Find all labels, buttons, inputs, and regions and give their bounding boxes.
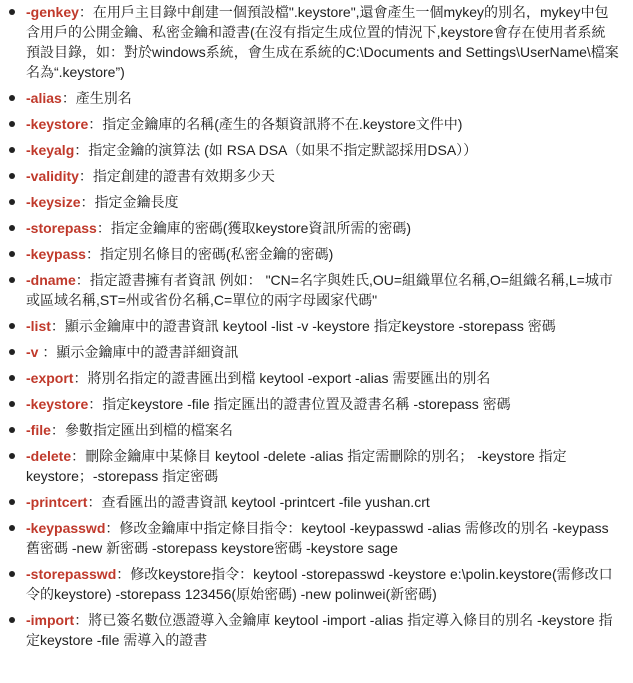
bullet-icon: [9, 199, 15, 205]
bullet-icon: [9, 499, 15, 505]
option-name: -alias: [26, 90, 62, 106]
bullet-icon: [9, 9, 15, 15]
option-description: ：顯示金鑰庫中的證書詳細資訊: [38, 344, 239, 360]
option-name: -keysize: [26, 194, 81, 210]
bullet-icon: [9, 571, 15, 577]
bullet-icon: [9, 375, 15, 381]
option-name: -dname: [26, 272, 76, 288]
bullet-icon: [9, 401, 15, 407]
option-name: -storepasswd: [26, 566, 117, 582]
option-name: -import: [26, 612, 75, 628]
list-item: [0, 270, 619, 310]
list-item: [0, 492, 619, 512]
bullet-icon: [9, 525, 15, 531]
option-description: ：指定別名條目的密碼(私密金鑰的密碼): [85, 246, 334, 262]
option-name: -delete: [26, 448, 72, 464]
list-item: [0, 218, 619, 238]
option-description: ：查看匯出的證書資訊 keytool -printcert -file yushan.crt: [87, 494, 430, 510]
option-description: ：顯示金鑰庫中的證書資訊 keytool -list -v -keystore 指定keystore -storepass 密碼: [50, 318, 556, 334]
option-name: -v: [26, 344, 39, 360]
option-name: -file: [26, 422, 51, 438]
option-name: -keypasswd: [26, 520, 106, 536]
option-description: ：指定keystore -file 指定匯出的證書位置及證書名稱 -storepass 密碼: [88, 396, 511, 412]
option-description: ：在用戶主目錄中創建一個預設檔".keystore",還會產生一個mykey的別名，mykey中包含用戶的公開金鑰、私密金鑰和證書(在沒有指定生成位置的情況下,keystore會存在使用者系統預設目錄，如：對於windows系統，會生成在系統的C:\Documents and Settings\UserName\檔案名為“.keystore”): [26, 4, 619, 80]
list-item: [0, 140, 619, 160]
bullet-icon: [9, 95, 15, 101]
option-name: -printcert: [26, 494, 88, 510]
list-item: [0, 244, 619, 264]
list-item: [0, 394, 619, 414]
list-item: [0, 368, 619, 388]
option-name: -keypass: [26, 246, 86, 262]
option-description: ：指定創建的證書有效期多少天: [78, 168, 275, 184]
option-name: -keyalg: [26, 142, 75, 158]
option-name: -storepass: [26, 220, 97, 236]
option-description: ：指定金鑰庫的密碼(獲取keystore資訊所需的密碼): [96, 220, 412, 236]
list-item: [0, 518, 619, 558]
bullet-icon: [9, 277, 15, 283]
option-name: -keystore: [26, 116, 89, 132]
list-item: [0, 114, 619, 134]
option-description: ：將別名指定的證書匯出到檔 keytool -export -alias 需要匯出的別名: [73, 370, 491, 386]
option-description: ：指定金鑰長度: [80, 194, 179, 210]
list-item: [0, 610, 619, 650]
option-description: ：參數指定匯出到檔的檔案名: [50, 422, 233, 438]
list-item: [0, 564, 619, 604]
bullet-icon: [9, 173, 15, 179]
list-item: [0, 166, 619, 186]
option-description: ：產生別名: [61, 90, 132, 106]
option-name: -export: [26, 370, 74, 386]
bullet-icon: [9, 251, 15, 257]
option-description: ：指定證書擁有者資訊 例如： "CN=名字與姓氏,OU=組織單位名稱,O=組織名稱,L=城市或區域名稱,ST=州或省份名稱,C=單位的兩字母國家代碼": [26, 272, 613, 308]
bullet-icon: [9, 617, 15, 623]
option-description: ：指定金鑰的演算法 (如 RSA DSA（如果不指定默認採用DSA））: [74, 142, 478, 158]
list-item: [0, 2, 619, 82]
list-item: [0, 316, 619, 336]
list-item: [0, 342, 619, 362]
list-item: [0, 88, 619, 108]
option-name: -genkey: [26, 4, 79, 20]
option-description: ：將已簽名數位憑證導入金鑰庫 keytool -import -alias 指定導入條目的別名 -keystore 指定keystore -file 需導入的證書: [26, 612, 613, 648]
bullet-icon: [9, 121, 15, 127]
bullet-icon: [9, 147, 15, 153]
option-name: -keystore: [26, 396, 89, 412]
option-description: ：刪除金鑰庫中某條目 keytool -delete -alias 指定需刪除的別名； -keystore 指定keystore；-storepass 指定密碼: [26, 448, 567, 484]
option-description: ：修改keystore指令：keytool -storepasswd -keystore e:\polin.keystore(需修改口令的keystore) -storepass 123456(原始密碼) -new polinwei(新密碼): [26, 566, 613, 602]
option-description: ：指定金鑰庫的名稱(產生的各類資訊將不在.keystore文件中): [88, 116, 463, 132]
bullet-icon: [9, 225, 15, 231]
option-name: -validity: [26, 168, 79, 184]
list-item: [0, 420, 619, 440]
bullet-icon: [9, 453, 15, 459]
bullet-icon: [9, 427, 15, 433]
option-name: -list: [26, 318, 51, 334]
keytool-options-list: [0, 2, 619, 650]
option-description: ：修改金鑰庫中指定條目指令：keytool -keypasswd -alias 需修改的別名 -keypass 舊密碼 -new 新密碼 -storepass keystore密碼 -keystore sage: [26, 520, 609, 556]
bullet-icon: [9, 349, 15, 355]
list-item: [0, 446, 619, 486]
list-item: [0, 192, 619, 212]
bullet-icon: [9, 323, 15, 329]
